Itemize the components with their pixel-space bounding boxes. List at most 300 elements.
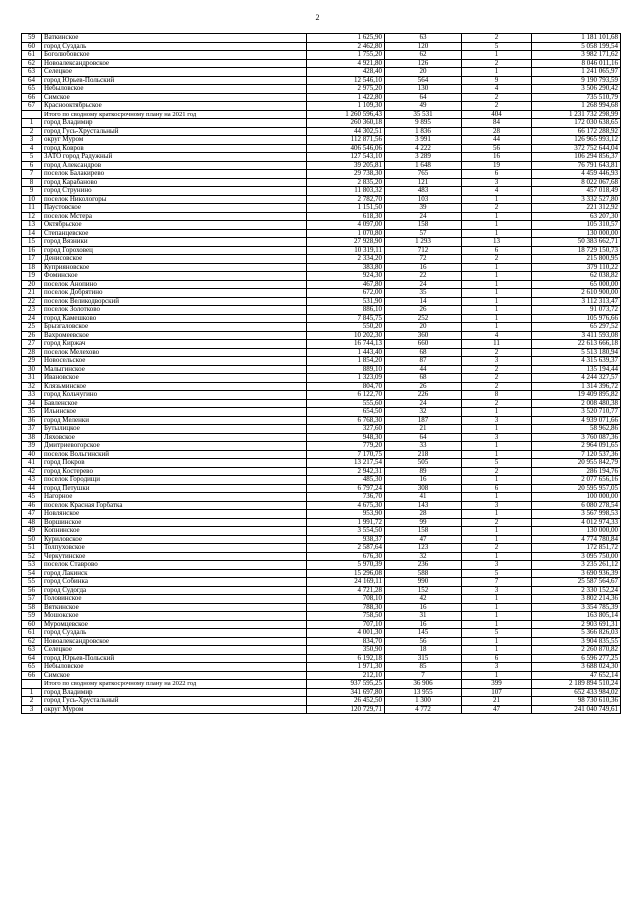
municipality-name: город Гусь-Хрустальный (42, 697, 307, 706)
table-row (22, 663, 621, 672)
cost-amount: 3 520 710,77 (532, 408, 621, 417)
municipality-name: Денисовское (42, 255, 307, 264)
table-row (22, 527, 621, 536)
cost-amount: 22 613 666,18 (532, 340, 621, 349)
area-value: 15 296,08 (307, 569, 385, 578)
municipality-name: Итого по сводному краткосрочному плану на 2021 год (42, 110, 307, 119)
table-row (22, 323, 621, 332)
residents-count: 121 (385, 178, 462, 187)
area-value: 1 260 596,43 (307, 110, 385, 119)
residents-count: 660 (385, 340, 462, 349)
houses-count: 6 (462, 654, 532, 663)
row-number: 8 (22, 178, 42, 187)
cost-amount: 47 652,14 (532, 671, 621, 680)
cost-amount: 652 433 984,02 (532, 688, 621, 697)
residents-count: 158 (385, 221, 462, 230)
cost-amount: 3 567 998,53 (532, 510, 621, 519)
cost-amount: 76 791 643,81 (532, 161, 621, 170)
cost-amount: 62 038,82 (532, 272, 621, 281)
cost-amount: 91 073,72 (532, 306, 621, 315)
area-value: 618,30 (307, 212, 385, 221)
municipality-name: город Ковров (42, 144, 307, 153)
table-row (22, 246, 621, 255)
row-number: 22 (22, 297, 42, 306)
table-row (22, 272, 621, 281)
municipality-name: Симское (42, 93, 307, 102)
houses-count: 1 (462, 442, 532, 451)
area-value: 11 803,32 (307, 187, 385, 196)
residents-count: 24 (385, 399, 462, 408)
table-row (22, 467, 621, 476)
municipality-name: Черкутинское (42, 552, 307, 561)
cost-amount: 6 596 277,25 (532, 654, 621, 663)
residents-count: 64 (385, 93, 462, 102)
houses-count: 5 (462, 42, 532, 51)
table-row (22, 620, 621, 629)
houses-count: 2 (462, 382, 532, 391)
cost-amount: 1 231 732 298,99 (532, 110, 621, 119)
houses-count: 1 (462, 527, 532, 536)
page-number: 2 (315, 13, 320, 22)
row-number: 63 (22, 68, 42, 77)
residents-count: 20 (385, 323, 462, 332)
houses-count: 2 (462, 102, 532, 111)
houses-count: 1 (462, 595, 532, 604)
cost-amount: 3 690 936,39 (532, 569, 621, 578)
table-row (22, 688, 621, 697)
table-row (22, 348, 621, 357)
houses-count: 1 (462, 646, 532, 655)
row-number: 47 (22, 510, 42, 519)
residents-count: 63 (385, 34, 462, 43)
row-number: 32 (22, 382, 42, 391)
area-value: 4 921,80 (307, 59, 385, 68)
cost-amount: 4 012 974,33 (532, 518, 621, 527)
cost-amount: 286 194,76 (532, 467, 621, 476)
area-value: 383,80 (307, 263, 385, 272)
residents-count: 712 (385, 246, 462, 255)
area-value: 1 625,90 (307, 34, 385, 43)
cost-amount: 2 008 480,38 (532, 399, 621, 408)
houses-count: 2 (462, 93, 532, 102)
area-value: 886,10 (307, 306, 385, 315)
table-row (22, 280, 621, 289)
area-value: 260 360,18 (307, 119, 385, 128)
houses-count: 6 (462, 484, 532, 493)
row-number: 34 (22, 399, 42, 408)
residents-count: 26 (385, 382, 462, 391)
houses-count: 1 (462, 493, 532, 502)
area-value: 2 835,20 (307, 178, 385, 187)
houses-count: 4 (462, 331, 532, 340)
cost-amount: 2 260 870,82 (532, 646, 621, 655)
residents-count: 39 (385, 204, 462, 213)
table-row (22, 42, 621, 51)
table-row (22, 221, 621, 230)
row-number: 1 (22, 688, 42, 697)
municipality-name: город Александров (42, 161, 307, 170)
municipality-name: Небыловское (42, 663, 307, 672)
area-value: 7 845,75 (307, 314, 385, 323)
municipality-name: Куриловское (42, 535, 307, 544)
houses-count: 11 (462, 340, 532, 349)
residents-count: 1 300 (385, 697, 462, 706)
table-row (22, 569, 621, 578)
houses-count: 1 (462, 212, 532, 221)
area-value: 10 319,11 (307, 246, 385, 255)
row-number: 64 (22, 654, 42, 663)
cost-amount: 457 018,49 (532, 187, 621, 196)
cost-amount: 3 802 214,36 (532, 595, 621, 604)
table-row (22, 229, 621, 238)
houses-count: 1 (462, 289, 532, 298)
municipality-name: Паустовское (42, 204, 307, 213)
houses-count: 1 (462, 263, 532, 272)
table-row (22, 459, 621, 468)
houses-count: 1 (462, 323, 532, 332)
residents-count: 26 (385, 306, 462, 315)
houses-count: 1 (462, 425, 532, 434)
row-number: 25 (22, 323, 42, 332)
table-row (22, 195, 621, 204)
houses-count: 1 (462, 510, 532, 519)
table-row (22, 442, 621, 451)
table-row (22, 552, 621, 561)
table-row (22, 331, 621, 340)
area-value: 3 554,50 (307, 527, 385, 536)
cost-amount: 2 610 900,00 (532, 289, 621, 298)
houses-count: 6 (462, 170, 532, 179)
table-row (22, 561, 621, 570)
residents-count: 505 (385, 459, 462, 468)
houses-count: 1 (462, 408, 532, 417)
area-value: 2 975,20 (307, 85, 385, 94)
municipality-name: Куприяновское (42, 263, 307, 272)
municipality-name: Новосельское (42, 357, 307, 366)
municipality-name: Малыгинское (42, 365, 307, 374)
cost-amount: 5 058 199,54 (532, 42, 621, 51)
row-number: 9 (22, 187, 42, 196)
municipality-name: Симское (42, 671, 307, 680)
houses-count: 5 (462, 629, 532, 638)
municipality-name: Селецкое (42, 646, 307, 655)
residents-count: 21 (385, 425, 462, 434)
residents-count: 57 (385, 229, 462, 238)
residents-count: 16 (385, 476, 462, 485)
municipality-name: город Юрьев-Польский (42, 76, 307, 85)
row-number: 3 (22, 705, 42, 714)
area-value: 1 755,20 (307, 51, 385, 60)
row-number: 18 (22, 263, 42, 272)
cost-amount: 4 774 780,84 (532, 535, 621, 544)
houses-count: 1 (462, 297, 532, 306)
houses-count: 404 (462, 110, 532, 119)
municipality-name: город Суздаль (42, 42, 307, 51)
residents-count: 87 (385, 357, 462, 366)
houses-count: 3 (462, 416, 532, 425)
area-value: 889,10 (307, 365, 385, 374)
residents-count: 62 (385, 51, 462, 60)
area-value: 708,10 (307, 595, 385, 604)
area-value: 804,70 (307, 382, 385, 391)
row-number: 39 (22, 442, 42, 451)
residents-count: 32 (385, 408, 462, 417)
municipality-name: Новлянское (42, 510, 307, 519)
area-value: 1 443,40 (307, 348, 385, 357)
municipality-name: город Костерево (42, 467, 307, 476)
houses-count: 2 (462, 374, 532, 383)
area-value: 1 422,80 (307, 93, 385, 102)
municipality-name: поселок Городищи (42, 476, 307, 485)
cost-amount: 100 000,00 (532, 493, 621, 502)
cost-amount: 20 595 957,05 (532, 484, 621, 493)
municipality-name: Новоалександровское (42, 637, 307, 646)
row-number: 61 (22, 51, 42, 60)
residents-count: 1 836 (385, 127, 462, 136)
table-row (22, 102, 621, 111)
municipality-name: город Судогда (42, 586, 307, 595)
cost-amount: 2 964 091,65 (532, 442, 621, 451)
table-row (22, 34, 621, 43)
area-value: 736,70 (307, 493, 385, 502)
area-value: 937 595,25 (307, 680, 385, 689)
row-number: 49 (22, 527, 42, 536)
residents-count: 4 222 (385, 144, 462, 153)
cost-amount: 7 120 537,36 (532, 450, 621, 459)
area-value: 26 452,50 (307, 697, 385, 706)
houses-count: 1 (462, 229, 532, 238)
table-row (22, 408, 621, 417)
municipality-name: город Вязники (42, 238, 307, 247)
cost-amount: 379 110,22 (532, 263, 621, 272)
houses-count: 1 (462, 637, 532, 646)
residents-count: 158 (385, 527, 462, 536)
houses-count: 1 (462, 603, 532, 612)
municipality-name: Клязьминское (42, 382, 307, 391)
table-row (22, 476, 621, 485)
row-number: 38 (22, 433, 42, 442)
row-number: 52 (22, 552, 42, 561)
residents-count: 103 (385, 195, 462, 204)
table-row (22, 93, 621, 102)
row-number: 66 (22, 93, 42, 102)
municipality-name: Итого по сводному краткосрочному плану на 2022 год (42, 680, 307, 689)
row-number: 31 (22, 374, 42, 383)
houses-count: 1 (462, 306, 532, 315)
row-number: 33 (22, 391, 42, 400)
area-value: 1 070,80 (307, 229, 385, 238)
area-value: 1 854,20 (307, 357, 385, 366)
municipality-name: Селецкое (42, 68, 307, 77)
area-value: 2 334,20 (307, 255, 385, 264)
area-value: 1 151,50 (307, 204, 385, 213)
cost-amount: 241 040 749,61 (532, 705, 621, 714)
cost-amount: 9 190 793,59 (532, 76, 621, 85)
municipality-name: округ Муром (42, 136, 307, 145)
residents-count: 13 955 (385, 688, 462, 697)
row-number: 27 (22, 340, 42, 349)
houses-count: 399 (462, 680, 532, 689)
table-row (22, 212, 621, 221)
table-row (22, 391, 621, 400)
houses-count: 3 (462, 561, 532, 570)
table-body (22, 34, 621, 714)
cost-amount: 1 241 065,97 (532, 68, 621, 77)
cost-amount: 2 077 656,16 (532, 476, 621, 485)
municipality-name: поселок Красная Горбатка (42, 501, 307, 510)
area-value: 1 971,30 (307, 663, 385, 672)
area-value: 1 991,72 (307, 518, 385, 527)
table-row (22, 399, 621, 408)
area-value: 4 721,28 (307, 586, 385, 595)
cost-amount: 221 312,92 (532, 204, 621, 213)
residents-count: 765 (385, 170, 462, 179)
area-value: 6 192,18 (307, 654, 385, 663)
cost-amount: 98 730 610,36 (532, 697, 621, 706)
municipality-name: Воршинское (42, 518, 307, 527)
cost-amount: 3 332 527,80 (532, 195, 621, 204)
table-row (22, 59, 621, 68)
residents-count: 99 (385, 518, 462, 527)
table-row (22, 595, 621, 604)
houses-count: 16 (462, 153, 532, 162)
area-value: 1 109,30 (307, 102, 385, 111)
residents-count: 31 (385, 612, 462, 621)
residents-count: 20 (385, 68, 462, 77)
row-number: 64 (22, 76, 42, 85)
municipality-name: Брызгаловское (42, 323, 307, 332)
table-row (22, 382, 621, 391)
table-row (22, 297, 621, 306)
residents-count: 152 (385, 586, 462, 595)
table-row (22, 144, 621, 153)
row-number: 11 (22, 204, 42, 213)
cost-amount: 3 982 171,62 (532, 51, 621, 60)
houses-count: 1 (462, 612, 532, 621)
table-row (22, 365, 621, 374)
houses-count: 107 (462, 688, 532, 697)
table-row (22, 68, 621, 77)
table-row (22, 238, 621, 247)
table-row (22, 493, 621, 502)
area-value: 6 122,70 (307, 391, 385, 400)
area-value: 112 871,56 (307, 136, 385, 145)
residents-count: 18 (385, 646, 462, 655)
row-number: 59 (22, 612, 42, 621)
area-value: 467,80 (307, 280, 385, 289)
residents-count: 14 (385, 297, 462, 306)
row-number: 50 (22, 535, 42, 544)
residents-count: 64 (385, 433, 462, 442)
municipality-name: Боголюбовское (42, 51, 307, 60)
row-number: 3 (22, 136, 42, 145)
area-value: 6 768,30 (307, 416, 385, 425)
area-value: 485,30 (307, 476, 385, 485)
municipality-name: город Гусь-Хрустальный (42, 127, 307, 136)
area-value: 7 170,75 (307, 450, 385, 459)
houses-count: 84 (462, 119, 532, 128)
area-value: 654,50 (307, 408, 385, 417)
table-row (22, 119, 621, 128)
houses-count: 1 (462, 552, 532, 561)
houses-count: 1 (462, 221, 532, 230)
row-number: 40 (22, 450, 42, 459)
area-value: 2 587,64 (307, 544, 385, 553)
table-row (22, 187, 621, 196)
residents-count: 360 (385, 331, 462, 340)
residents-count: 49 (385, 102, 462, 111)
table-row (22, 255, 621, 264)
houses-count: 1 (462, 314, 532, 323)
municipality-name: Ильинское (42, 408, 307, 417)
table-row (22, 51, 621, 60)
residents-count: 68 (385, 374, 462, 383)
cost-amount: 4 939 071,66 (532, 416, 621, 425)
houses-count: 2 (462, 204, 532, 213)
cost-amount: 163 805,14 (532, 612, 621, 621)
houses-count: 6 (462, 246, 532, 255)
table-row (22, 603, 621, 612)
cost-amount: 5 366 826,03 (532, 629, 621, 638)
residents-count: 145 (385, 629, 462, 638)
cost-amount: 3 235 261,12 (532, 561, 621, 570)
row-number: 4 (22, 144, 42, 153)
houses-count: 4 (462, 85, 532, 94)
houses-count: 3 (462, 178, 532, 187)
residents-count: 4 772 (385, 705, 462, 714)
residents-count: 16 (385, 263, 462, 272)
area-value: 4 675,30 (307, 501, 385, 510)
area-value: 29 738,30 (307, 170, 385, 179)
row-number: 37 (22, 425, 42, 434)
row-number: 7 (22, 170, 42, 179)
municipality-name: город Юрьев-Польский (42, 654, 307, 663)
area-value: 550,20 (307, 323, 385, 332)
cost-amount: 1 314 396,72 (532, 382, 621, 391)
row-number: 1 (22, 119, 42, 128)
cost-amount: 25 587 564,67 (532, 578, 621, 587)
municipality-name: город Собинка (42, 578, 307, 587)
municipality-name: город Струнино (42, 187, 307, 196)
houses-count: 2 (462, 34, 532, 43)
total-row (22, 680, 621, 689)
cost-amount: 65 000,00 (532, 280, 621, 289)
houses-count: 21 (462, 697, 532, 706)
houses-count: 8 (462, 391, 532, 400)
residents-count: 35 531 (385, 110, 462, 119)
residents-count: 308 (385, 484, 462, 493)
area-value: 672,00 (307, 289, 385, 298)
municipality-name: Октябрьское (42, 221, 307, 230)
row-number: 12 (22, 212, 42, 221)
area-value: 1 323,09 (307, 374, 385, 383)
residents-count: 16 (385, 603, 462, 612)
area-value: 938,37 (307, 535, 385, 544)
houses-count: 1 (462, 195, 532, 204)
row-number: 19 (22, 272, 42, 281)
area-value: 924,30 (307, 272, 385, 281)
municipality-name: Небыловское (42, 85, 307, 94)
houses-count: 56 (462, 144, 532, 153)
residents-count: 3 289 (385, 153, 462, 162)
residents-count: 9 895 (385, 119, 462, 128)
table-row (22, 646, 621, 655)
area-value: 555,60 (307, 399, 385, 408)
cost-amount: 135 194,44 (532, 365, 621, 374)
row-number: 45 (22, 493, 42, 502)
cost-amount: 130 000,00 (532, 229, 621, 238)
houses-count: 1 (462, 272, 532, 281)
